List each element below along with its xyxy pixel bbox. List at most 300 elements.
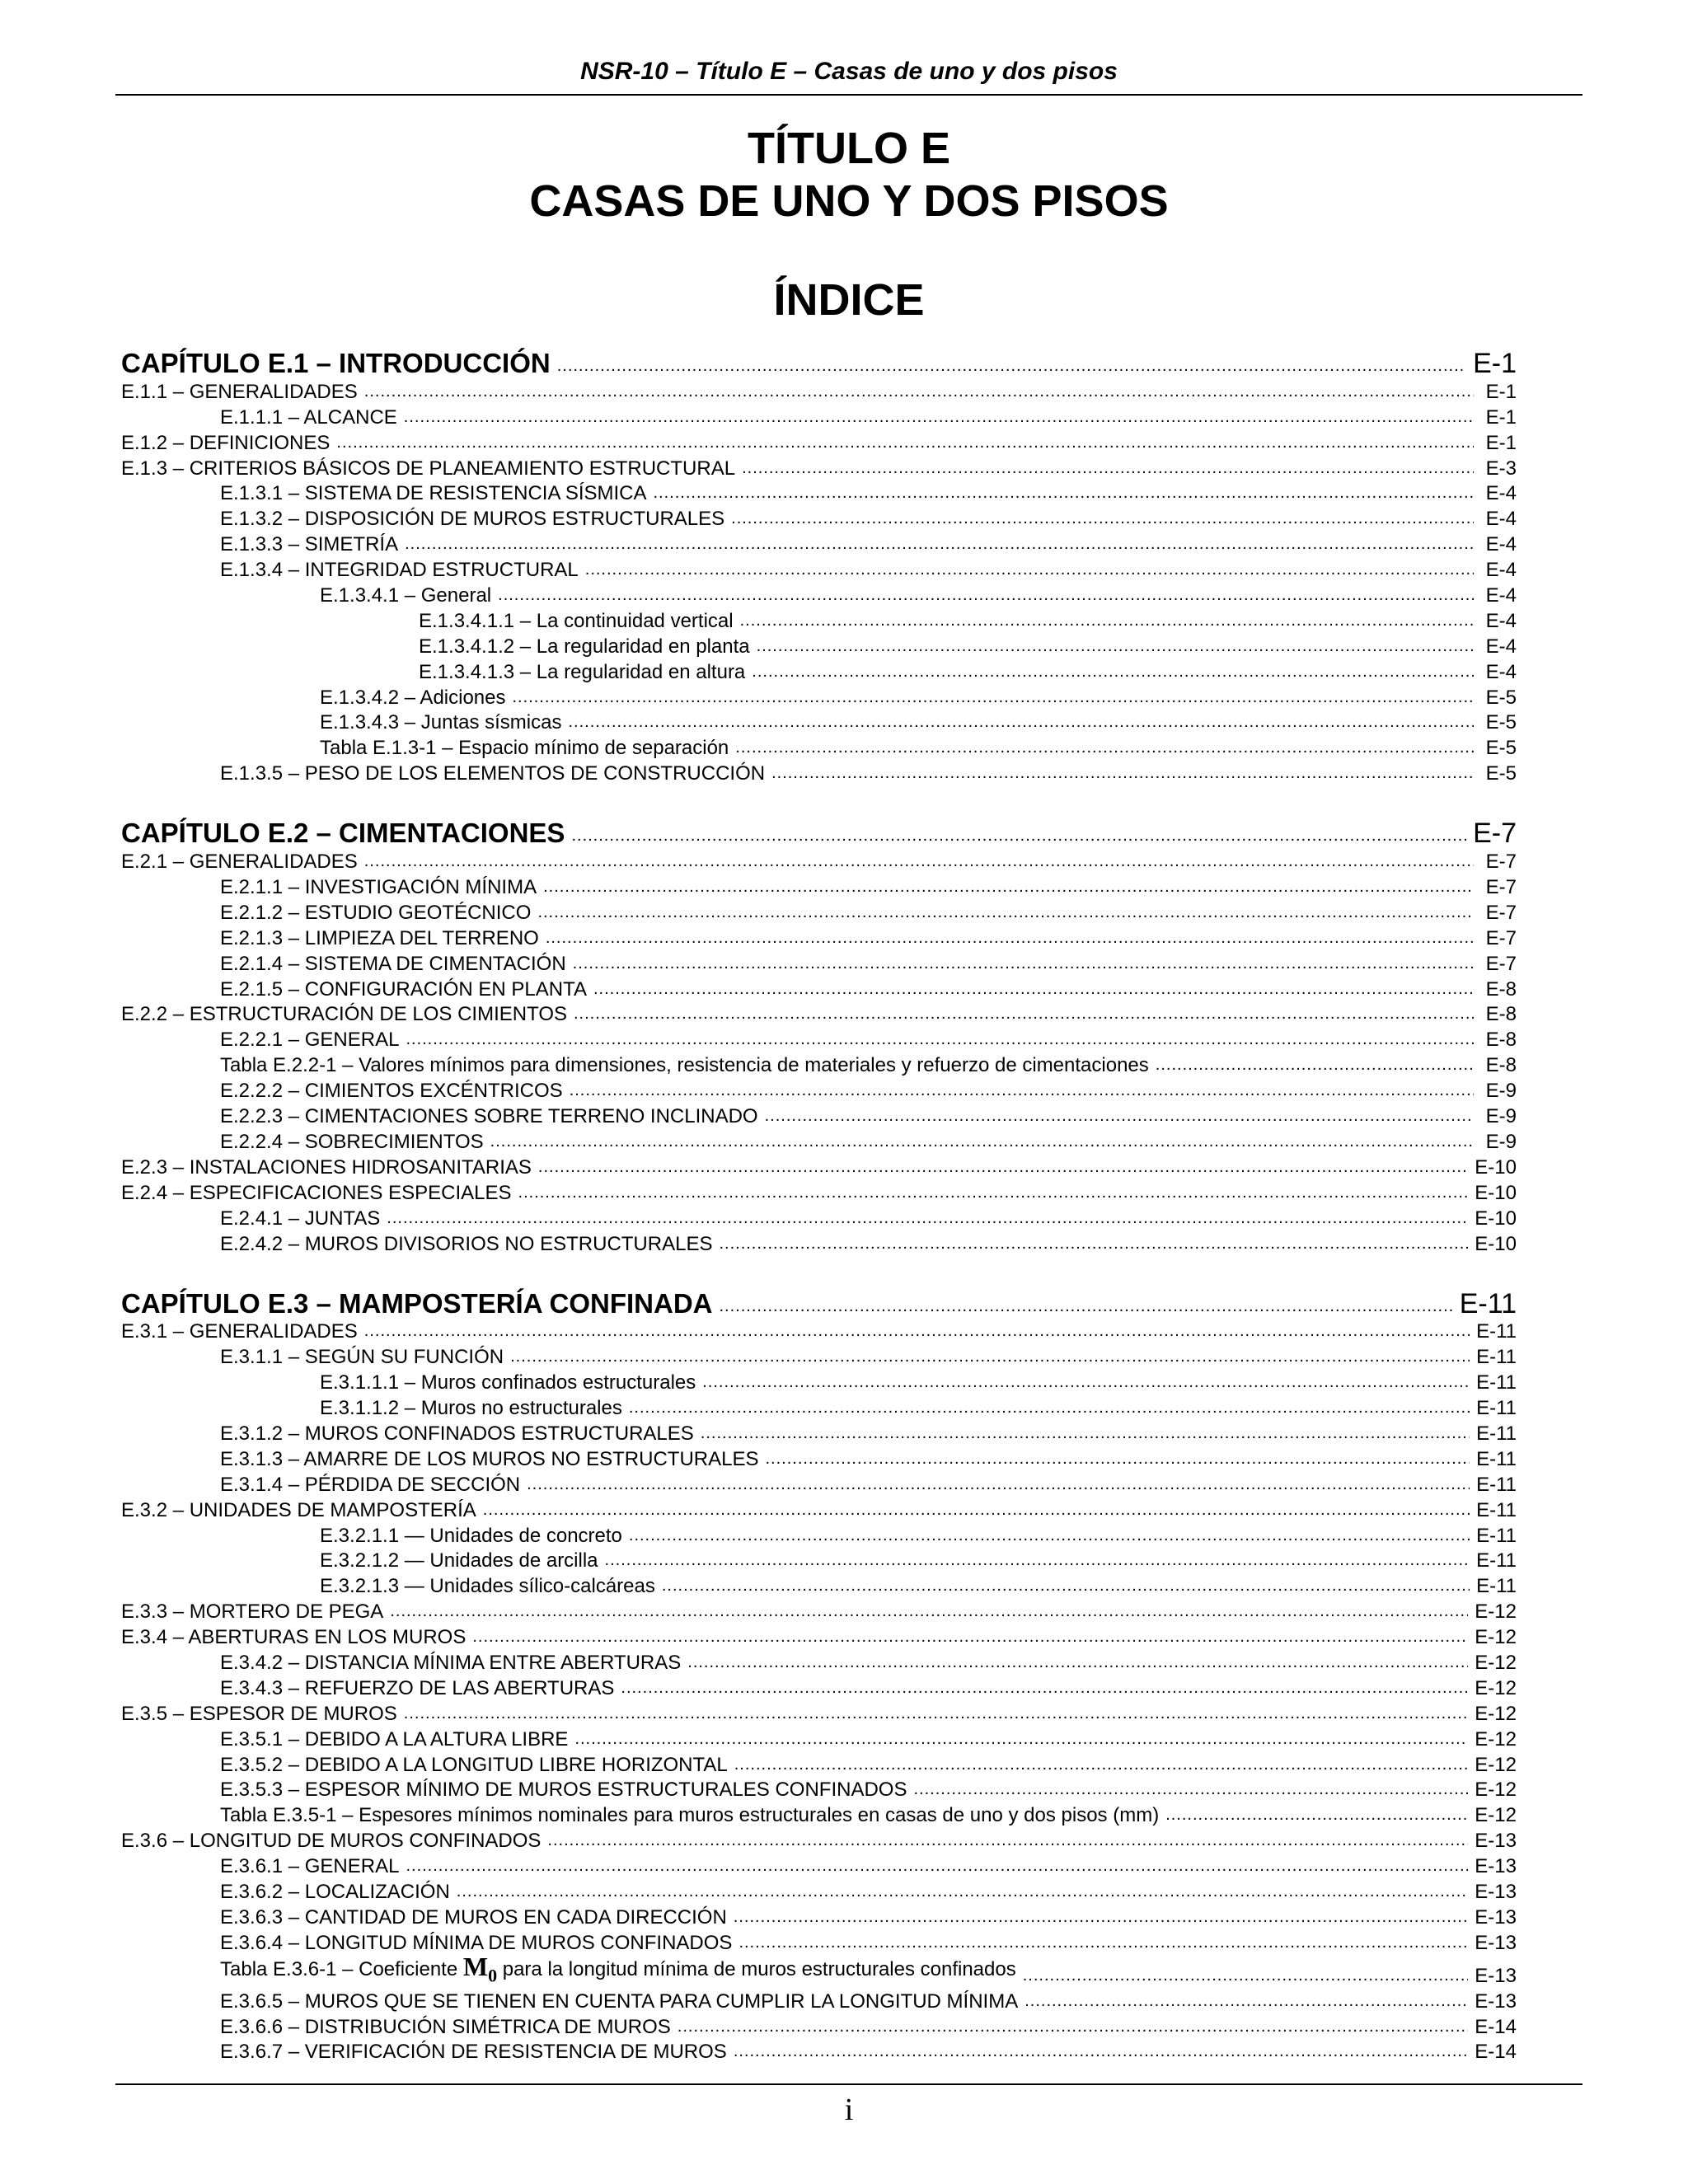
toc-entry[interactable]: [121, 1027, 1517, 1052]
dot-leader: [702, 1372, 1470, 1395]
toc-entry-page: E-3: [1485, 457, 1517, 480]
toc-entry-label: [121, 431, 330, 456]
toc-entry-page: E-13: [1475, 1931, 1517, 1954]
toc-entry[interactable]: [121, 1952, 1517, 1989]
toc-entry-text: E.2.1.4 – SISTEMA DE CIMENTACIÓN: [220, 952, 566, 975]
toc-entry-text: E.2.2 – ESTRUCTURACIÓN DE LOS CIMIENTOS: [121, 1003, 567, 1026]
toc-entry-page: E-10: [1475, 1155, 1517, 1179]
toc-entry-label: [320, 1549, 598, 1573]
toc-entry-text: E.2.3 – INSTALACIONES HIDROSANITARIAS: [121, 1155, 532, 1179]
toc-entry-text: E.2.2.4 – SOBRECIMIENTOS: [220, 1130, 484, 1153]
toc-entry[interactable]: [121, 608, 1517, 634]
toc-entry-text: E.3.1.4 – PÉRDIDA DE SECCIÓN: [220, 1473, 521, 1496]
dot-leader: [1025, 1991, 1468, 2014]
dot-leader: [568, 712, 1474, 735]
running-header: NSR-10 – Título E – Casas de uno y dos pisos: [580, 58, 1118, 85]
dot-leader: [752, 662, 1474, 685]
toc-entry[interactable]: [121, 634, 1517, 659]
toc-entry-page: E-11: [1476, 1549, 1517, 1572]
toc-entry-page: E-7: [1485, 952, 1517, 975]
header-rule: [115, 94, 1582, 96]
toc-entry-label: [220, 1447, 759, 1472]
toc-entry-page: E-11: [1476, 1397, 1517, 1420]
toc-entry[interactable]: [121, 506, 1517, 532]
dot-leader: [571, 826, 1466, 849]
toc-entry-page: E-11: [1476, 1447, 1517, 1470]
toc-entry-page: E-4: [1485, 660, 1517, 683]
toc-entry-label: [320, 710, 561, 735]
dot-leader: [537, 902, 1474, 926]
toc-entry-text: E.3.6 – LONGITUD DE MUROS CONFINADOS: [121, 1830, 542, 1853]
toc-entry[interactable]: [121, 1446, 1517, 1472]
dot-leader: [472, 1627, 1468, 1650]
toc-entry[interactable]: [121, 1989, 1517, 2014]
dot-leader: [593, 979, 1474, 1002]
toc-entry[interactable]: [121, 1650, 1517, 1675]
toc-entry-label: [121, 1319, 358, 1344]
toc-entry-text: E.3.6.2 – LOCALIZACIÓN: [220, 1880, 450, 1903]
toc-entry[interactable]: [121, 849, 1517, 874]
dot-leader: [364, 382, 1474, 405]
toc-entry[interactable]: [121, 1104, 1517, 1129]
toc-entry[interactable]: [121, 1206, 1517, 1231]
toc-entry-page: E-11: [1476, 1473, 1517, 1496]
toc-entry-label: [220, 1651, 681, 1675]
toc-entry[interactable]: [121, 1078, 1517, 1104]
toc-entry-page: E-10: [1475, 1232, 1517, 1255]
toc-entry-label: [220, 1422, 694, 1446]
toc-entry-label: [220, 481, 647, 506]
toc-entry-text: E.3.1.2 – MUROS CONFINADOS ESTRUCTURALES: [220, 1422, 694, 1445]
toc-entry-text: E.2.4.1 – JUNTAS: [220, 1207, 381, 1230]
toc-entry[interactable]: [121, 659, 1517, 685]
toc-entry-label: [220, 507, 724, 532]
toc-entry-text: E.3.6.1 – GENERAL: [220, 1855, 400, 1878]
toc-entry-page: E-12: [1475, 1676, 1517, 1699]
toc-entry-text: CAPÍTULO E.1 – INTRODUCCIÓN: [121, 348, 551, 378]
toc-entry[interactable]: [121, 1675, 1517, 1701]
toc-entry[interactable]: [121, 1472, 1517, 1497]
toc-entry[interactable]: [121, 1905, 1517, 1930]
toc-entry-text: Tabla E.2.2-1 – Valores mínimos para dimensiones, resistencia de materiales y refuerzo de cimentaciones: [220, 1054, 1149, 1077]
toc-entry[interactable]: [121, 977, 1517, 1002]
toc-entry-label: [320, 736, 729, 761]
toc-entry-text: E.3.1.1 – SEGÚN SU FUNCIÓN: [220, 1346, 504, 1369]
toc-entry[interactable]: [121, 557, 1517, 583]
toc-entry-text: E.3.5.1 – DEBIDO A LA ALTURA LIBRE: [220, 1727, 569, 1750]
toc-entry-page: E-8: [1485, 1054, 1517, 1077]
dot-leader: [621, 1678, 1468, 1701]
dot-leader: [518, 1183, 1469, 1206]
toc-entry-text: E.3.2.1.1 — Unidades de concreto: [320, 1524, 622, 1547]
toc-entry-label: [220, 2040, 727, 2064]
toc-entry-label: [121, 1155, 532, 1180]
dot-leader: [570, 1080, 1474, 1104]
toc-entry-page: E-7: [1485, 926, 1517, 949]
toc-entry-label: [320, 583, 491, 608]
toc-entry-page: E-13: [1475, 1990, 1517, 2013]
dot-leader: [1156, 1055, 1474, 1078]
toc-entry-text: E.3.6.6 – DISTRIBUCIÓN SIMÉTRICA DE MUROS: [220, 2015, 671, 2038]
toc-entry-label: [220, 1854, 399, 1879]
toc-entry-text: E.1.3.4.2 – Adiciones: [320, 686, 506, 709]
toc-entry-page: E-5: [1485, 711, 1517, 734]
toc-entry-label: [121, 1002, 567, 1027]
toc-entry-text: E.2.1.3 – LIMPIEZA DEL TERRENO: [220, 926, 539, 949]
toc-entry[interactable]: [121, 951, 1517, 977]
toc-entry-text: E.3.4.2 – DISTANCIA MÍNIMA ENTRE ABERTURAS: [220, 1651, 682, 1674]
toc-entry-text: E.2.4 – ESPECIFICACIONES ESPECIALES: [121, 1181, 512, 1204]
toc-entry-label: [121, 1625, 466, 1650]
toc-entry-page: E-4: [1485, 508, 1517, 531]
toc-entry[interactable]: [121, 1129, 1517, 1155]
toc-entry-text: E.3.1.1.2 – Muros no estructurales: [320, 1397, 622, 1420]
toc-entry-text: E.1.3.3 – SIMETRÍA: [220, 533, 399, 556]
toc-entry-label: [220, 1905, 727, 1930]
toc-entry-text: E.2.1.2 – ESTUDIO GEOTÉCNICO: [220, 901, 532, 924]
toc-entry-page: E-11: [1476, 1524, 1517, 1547]
toc-entry-text: E.2.4.2 – MUROS DIVISORIOS NO ESTRUCTURALES: [220, 1232, 713, 1255]
toc-entry-page: E-5: [1485, 737, 1517, 760]
toc-entry-page: E-4: [1485, 533, 1517, 556]
toc-entry[interactable]: [121, 710, 1517, 736]
dot-leader: [629, 1398, 1470, 1421]
toc-entry[interactable]: [121, 1879, 1517, 1905]
toc-entry-page: E-10: [1475, 1181, 1517, 1204]
toc-chapter-entry[interactable]: [121, 1286, 1517, 1319]
toc-entry-label: [220, 1207, 380, 1231]
toc-entry-label: [121, 1288, 712, 1319]
toc-entry-label: [220, 405, 397, 430]
toc-entry-label: [220, 1053, 1149, 1078]
toc-entry-text: E.3.4.3 – REFUERZO DE LAS ABERTURAS: [220, 1676, 615, 1699]
toc-entry-text: E.3.6.7 – VERIFICACIÓN DE RESISTENCIA DE MUROS: [220, 2041, 727, 2064]
dot-leader: [405, 534, 1474, 557]
toc-entry-label: [220, 1803, 1159, 1828]
dot-leader: [510, 1347, 1470, 1370]
toc-entry[interactable]: [121, 735, 1517, 761]
dot-leader: [771, 763, 1474, 786]
toc-entry-page: E-4: [1485, 559, 1517, 582]
toc-entry-label: [220, 1753, 728, 1778]
dot-leader: [734, 1907, 1469, 1930]
toc-entry-text: E.1.3.4.3 – Juntas sísmicas: [320, 711, 562, 734]
toc-entry-page: E-9: [1485, 1080, 1517, 1103]
toc-entry-text: E.1.3.4.1.3 – La regularidad en altura: [419, 660, 746, 683]
toc-entry-label: [220, 1028, 399, 1052]
toc-entry-label: [220, 762, 765, 786]
toc-entry-label: [121, 1181, 512, 1206]
toc-entry-text: E.2.1.1 – INVESTIGACIÓN MÍNIMA: [220, 876, 537, 899]
toc-entry-text: E.3.6.3 – CANTIDAD DE MUROS EN CADA DIRECCIÓN: [220, 1905, 727, 1929]
dot-leader: [404, 407, 1474, 430]
toc-entry[interactable]: [121, 1828, 1517, 1854]
toc-entry-page: E-12: [1475, 1651, 1517, 1674]
toc-entry-label: [320, 1396, 622, 1421]
toc-entry[interactable]: [121, 1727, 1517, 1752]
dot-leader: [364, 1321, 1470, 1344]
toc-entry-text: E.3.3 – MORTERO DE PEGA: [121, 1601, 384, 1624]
toc-entry-text: E.1.3.4.1.1 – La continuidad vertical: [419, 609, 734, 632]
dot-leader: [490, 1132, 1474, 1155]
toc-entry-text-continued: para la longitud mínima de muros estructurales confinados: [502, 1958, 1016, 1981]
toc-entry[interactable]: [121, 874, 1517, 900]
toc-entry-page: E-12: [1475, 1779, 1517, 1802]
toc-entry[interactable]: [121, 1421, 1517, 1446]
toc-entry[interactable]: [121, 532, 1517, 557]
dot-leader: [543, 877, 1474, 900]
dot-leader: [457, 1882, 1469, 1905]
toc-entry-text: E.3.4 – ABERTURAS EN LOS MUROS: [121, 1626, 467, 1649]
toc-entry-page: E-13: [1475, 1905, 1517, 1929]
toc-entry-label: [220, 558, 579, 583]
dot-leader: [573, 954, 1474, 977]
toc-entry-label: [121, 1498, 476, 1523]
toc-entry-page: E-11: [1476, 1320, 1517, 1343]
toc-entry[interactable]: [121, 1752, 1517, 1778]
toc-entry[interactable]: [121, 1930, 1517, 1956]
toc-entry-label: [220, 901, 531, 926]
dot-leader: [406, 1856, 1468, 1879]
toc-entry[interactable]: [121, 1155, 1517, 1180]
coefficient-symbol: [462, 1952, 498, 1986]
dot-leader: [654, 483, 1475, 506]
toc-entry-label: [121, 1600, 383, 1624]
toc-entry-label: [320, 1524, 622, 1549]
toc-entry-page: E-10: [1475, 1207, 1517, 1230]
toc-entry-label: [419, 660, 745, 685]
table-of-contents: [121, 346, 1517, 2064]
toc-entry-text: E.3.5 – ESPESOR DE MUROS: [121, 1702, 397, 1725]
toc-entry-page: E-13: [1475, 1880, 1517, 1903]
dot-leader: [390, 1601, 1468, 1624]
toc-entry-label: [220, 1727, 568, 1752]
toc-entry-page: E-9: [1485, 1105, 1517, 1128]
toc-entry-text: E.3.1.1.1 – Muros confinados estructurales: [320, 1371, 696, 1394]
dot-leader: [513, 687, 1475, 710]
page-number: i: [844, 2093, 854, 2127]
toc-entry-label: [220, 1104, 758, 1129]
toc-entry[interactable]: [121, 1052, 1517, 1078]
toc-entry[interactable]: [121, 379, 1517, 405]
toc-entry-page: E-4: [1485, 609, 1517, 632]
toc-entry[interactable]: [121, 1624, 1517, 1650]
dot-leader: [498, 585, 1474, 608]
toc-entry[interactable]: [121, 1319, 1517, 1345]
toc-entry-page: E-7: [1485, 851, 1517, 874]
toc-entry-page: E-5: [1485, 762, 1517, 785]
toc-entry-text: Tabla E.3.5-1 – Espesores mínimos nominales para muros estructurales en casas de uno y dos pisos (mm): [220, 1804, 1160, 1827]
toc-entry-text: E.3.5.3 – ESPESOR MÍNIMO DE MUROS ESTRUCTURALES CONFINADOS: [220, 1779, 907, 1802]
toc-entry[interactable]: [121, 1854, 1517, 1879]
toc-entry-label: [320, 1371, 696, 1395]
dot-leader: [765, 1106, 1474, 1129]
toc-entry[interactable]: [121, 1523, 1517, 1549]
document-title: [115, 122, 1582, 227]
toc-entry-page: E-12: [1475, 1727, 1517, 1750]
toc-entry-text: E.2.1 – GENERALIDADES: [121, 851, 358, 874]
toc-entry-label: [220, 1778, 907, 1802]
toc-entry-text: E.2.2.2 – CIMIENTOS EXCÉNTRICOS: [220, 1080, 563, 1103]
toc-entry-text: E.1.3.1 – SISTEMA DE RESISTENCIA SÍSMICA: [220, 482, 647, 505]
dot-leader: [719, 1234, 1468, 1257]
toc-entry-label: [220, 977, 587, 1002]
toc-entry-text: Tabla E.1.3-1 – Espacio mínimo de separación: [320, 737, 729, 760]
toc-entry-text: E.2.1.5 – CONFIGURACIÓN EN PLANTA: [220, 977, 587, 1001]
dot-leader: [742, 458, 1474, 481]
toc-entry-text: E.3.6.5 – MUROS QUE SE TIENEN EN CUENTA PARA CUMPLIR LA LONGITUD MÍNIMA: [220, 1990, 1019, 2013]
toc-entry-page: E-12: [1475, 1702, 1517, 1725]
toc-entry-text: E.3.1 – GENERALIDADES: [121, 1320, 358, 1343]
toc-entry-page: E-1: [1473, 348, 1517, 379]
toc-entry-text: E.1.1.1 – ALCANCE: [220, 405, 397, 429]
toc-entry-page: E-11: [1476, 1575, 1517, 1598]
toc-entry-label: [220, 1232, 712, 1257]
toc-entry[interactable]: [121, 1180, 1517, 1206]
dot-leader: [740, 611, 1474, 634]
toc-entry[interactable]: [121, 1549, 1517, 1574]
title-line-2: CASAS DE UNO Y DOS PISOS: [529, 176, 1169, 226]
toc-entry-text: E.1.3 – CRITERIOS BÁSICOS DE PLANEAMIENTO ESTRUCTURAL: [121, 457, 736, 480]
toc-entry-label: [220, 532, 398, 557]
toc-entry[interactable]: [121, 583, 1517, 608]
toc-entry-label: [220, 926, 539, 951]
toc-entry[interactable]: [121, 1370, 1517, 1395]
toc-entry-label: [220, 1880, 450, 1905]
coefficient-symbol-letter: M: [462, 1952, 489, 1982]
toc-entry-text: E.2.2.3 – CIMENTACIONES SOBRE TERRENO INCLINADO: [220, 1105, 758, 1128]
toc-entry[interactable]: [121, 2040, 1517, 2065]
toc-entry-page: E-8: [1485, 1029, 1517, 1052]
toc-entry-page: E-11: [1476, 1346, 1517, 1369]
dot-leader: [404, 1704, 1469, 1727]
toc-entry-page: E-12: [1475, 1626, 1517, 1649]
toc-entry-label: [220, 1676, 614, 1701]
toc-entry[interactable]: [121, 761, 1517, 786]
toc-chapter-entry[interactable]: [121, 346, 1517, 379]
dot-leader: [913, 1779, 1468, 1802]
dot-leader: [546, 928, 1474, 951]
dot-leader: [734, 1755, 1469, 1778]
dot-leader: [687, 1652, 1468, 1675]
toc-entry-text: E.1.3.4.1 – General: [320, 584, 492, 607]
toc-entry[interactable]: [121, 1778, 1517, 1803]
toc-entry[interactable]: [121, 430, 1517, 456]
toc-entry[interactable]: [121, 900, 1517, 926]
toc-entry[interactable]: [121, 1497, 1517, 1523]
toc-entry[interactable]: [121, 1344, 1517, 1370]
toc-entry[interactable]: [121, 1701, 1517, 1727]
toc-entry-page: E-13: [1475, 1855, 1517, 1878]
toc-entry-page: E-9: [1485, 1130, 1517, 1153]
toc-entry[interactable]: [121, 1395, 1517, 1421]
toc-entry-label: [320, 686, 506, 710]
dot-leader: [731, 509, 1474, 532]
dot-leader: [527, 1474, 1470, 1497]
dot-leader: [547, 1830, 1468, 1854]
toc-entry-text: E.1.3.4.1.2 – La regularidad en planta: [419, 635, 750, 658]
toc-entry[interactable]: [121, 456, 1517, 481]
toc-entry-text: E.1.3.5 – PESO DE LOS ELEMENTOS DE CONSTRUCCIÓN: [220, 762, 766, 785]
toc-entry[interactable]: [121, 1002, 1517, 1028]
toc-entry-label: [220, 1345, 504, 1370]
toc-entry[interactable]: [121, 685, 1517, 710]
toc-entry-label: [121, 348, 551, 379]
toc-entry-page: E-11: [1476, 1422, 1517, 1445]
toc-entry[interactable]: [121, 1599, 1517, 1624]
dot-leader: [766, 1449, 1470, 1472]
toc-entry-page: E-7: [1485, 901, 1517, 924]
toc-entry-label: [220, 1990, 1018, 2014]
toc-entry-text: CAPÍTULO E.3 – MAMPOSTERÍA CONFINADA: [121, 1287, 713, 1319]
toc-entry-page: E-11: [1476, 1498, 1517, 1521]
toc-entry-label: [121, 1829, 541, 1854]
toc-entry-page: E-4: [1485, 635, 1517, 658]
toc-entry-page: E-1: [1485, 405, 1517, 429]
toc-entry-page: E-8: [1485, 1003, 1517, 1026]
toc-entry[interactable]: [121, 481, 1517, 507]
toc-entry-text: E.1.3.2 – DISPOSICIÓN DE MUROS ESTRUCTURALES: [220, 508, 725, 531]
toc-entry-text: E.3.2.1.2 — Unidades de arcilla: [320, 1549, 598, 1572]
toc-entry-text: E.1.2 – DEFINICIONES: [121, 431, 331, 454]
toc-entry-page: E-4: [1485, 584, 1517, 607]
toc-entry[interactable]: [121, 2014, 1517, 2040]
dot-leader: [735, 738, 1474, 761]
toc-entry[interactable]: [121, 926, 1517, 951]
toc-entry-label: [220, 1079, 563, 1104]
toc-entry[interactable]: [121, 1573, 1517, 1599]
toc-entry-text: CAPÍTULO E.2 – CIMENTACIONES: [121, 818, 565, 849]
toc-entry[interactable]: [121, 405, 1517, 430]
toc-entry-text: E.3.1.3 – AMARRE DE LOS MUROS NO ESTRUCTURALES: [220, 1447, 759, 1470]
toc-entry-page: E-4: [1485, 482, 1517, 505]
dot-leader: [719, 1296, 1452, 1319]
toc-chapter-entry[interactable]: [121, 816, 1517, 849]
dot-leader: [629, 1526, 1470, 1549]
toc-entry[interactable]: [121, 1231, 1517, 1257]
coefficient-symbol-subscript: 0: [488, 1965, 498, 1986]
toc-entry-page: E-7: [1485, 876, 1517, 899]
dot-leader: [678, 2017, 1469, 2040]
toc-entry-text: E.3.2 – UNIDADES DE MAMPOSTERÍA: [121, 1498, 476, 1521]
toc-entry-text: E.1.1 – GENERALIDADES: [121, 380, 358, 403]
dot-leader: [574, 1004, 1474, 1027]
toc-entry-label: [220, 1954, 1016, 1988]
toc-entry-label: [220, 875, 537, 900]
toc-entry-label: [121, 457, 735, 481]
toc-entry-page: E-5: [1485, 686, 1517, 709]
toc-entry-label: [121, 380, 358, 405]
dot-leader: [406, 1029, 1474, 1052]
toc-entry-page: E-14: [1475, 2015, 1517, 2038]
toc-entry-text: E.3.5.2 – DEBIDO A LA LONGITUD LIBRE HORIZONTAL: [220, 1753, 728, 1776]
toc-entry[interactable]: [121, 1802, 1517, 1828]
toc-entry-page: E-14: [1475, 2041, 1517, 2064]
toc-entry-page: E-7: [1473, 818, 1517, 850]
toc-entry-label: [419, 609, 734, 634]
toc-entry-label: [121, 850, 358, 874]
dot-leader: [483, 1500, 1470, 1523]
dot-leader: [387, 1208, 1468, 1231]
toc-entry-label: [121, 1702, 397, 1727]
toc-entry-label: [121, 818, 565, 849]
toc-entry-text: E.3.2.1.3 — Unidades sílico-calcáreas: [320, 1575, 655, 1598]
toc-entry-page: E-12: [1475, 1804, 1517, 1827]
title-line-1: TÍTULO E: [748, 124, 950, 173]
dot-leader: [538, 1157, 1468, 1180]
toc-entry-label: [220, 2015, 671, 2040]
dot-leader: [336, 433, 1474, 456]
